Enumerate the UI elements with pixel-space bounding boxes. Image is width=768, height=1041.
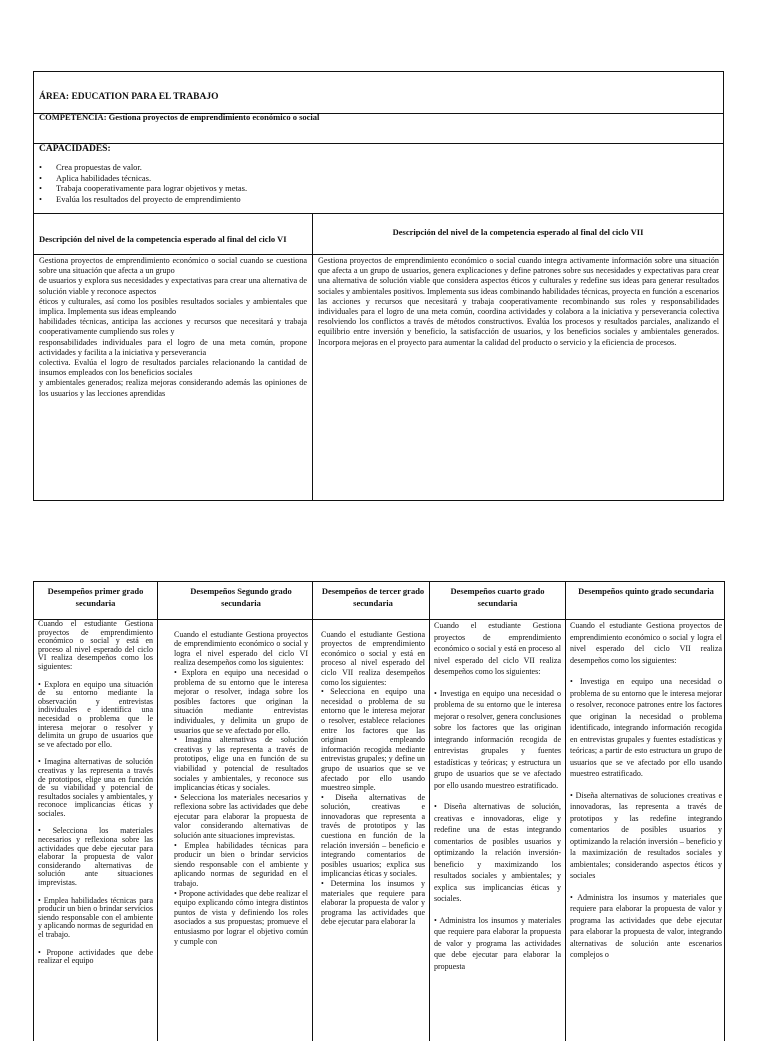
grade-1-paragraph: • Imagina alternativas de solución creativas y las representa a través de prototipos, elige una en función de su viabilidad y potencial de resultados sociales y ambientales, y reconoce implicancias éticas y sociales. bbox=[38, 757, 153, 818]
grade-5-paragraph: • Administra los insumos y materiales que requiere para elaborar la propuesta de valor y programa las actividades que debe ejecutar para elaborar la propuesta de valor, integrando alternativas de solución ante escenarios complejos o bbox=[570, 892, 722, 959]
area-title: ÁREA: EDUCATION PARA EL TRABAJO bbox=[39, 92, 219, 102]
ciclo-vi-header: Descripción del nivel de la competencia esperado al final del ciclo VI bbox=[39, 234, 287, 244]
grade-1-body bbox=[38, 620, 153, 975]
column-divider bbox=[157, 582, 158, 1041]
grade-5-paragraph: Cuando el estudiante Gestiona proyectos de emprendimiento económico o social y logra el nivel esperado del ciclo VII realiza desempeños como los siguientes: bbox=[570, 621, 722, 665]
grade-3-column bbox=[317, 582, 429, 1041]
grade-3-header: Desempeños de tercer grado secundaria bbox=[321, 586, 425, 608]
grade-1-paragraph: • Propone actividades que debe realizar el equipo bbox=[38, 947, 153, 966]
capacidad-item: • Trabaja cooperativamente para lograr objetivos y metas. bbox=[39, 183, 247, 194]
ciclo-vii-header: Descripción del nivel de la competencia esperado al final del ciclo VII bbox=[392, 227, 644, 237]
capacidades-list bbox=[39, 162, 247, 204]
competencia-title: COMPETENCIA: Gestiona proyectos de emprendimiento económico o social bbox=[39, 112, 320, 122]
grade-4-paragraph: Cuando el estudiante Gestiona proyectos de emprendimiento económico o social y está en proceso al nivel esperado del ciclo VII realiza desempeños como los siguientes: bbox=[434, 621, 561, 676]
grade-1-header: Desempeños primer grado secundaria bbox=[47, 586, 144, 608]
grade-2-column bbox=[170, 582, 312, 1041]
grade-4-column bbox=[430, 582, 565, 1041]
grade-5-paragraph: • Investiga en equipo una necesidad o problema de su entorno que le interesa mejorar o resolver, reconoce patrones entre los factores que originan la necesidad o problema identificado, integrando información recogida en entrevistas grupales y fuentes estadísticas y teóricas; a partir de esto estructura un grupo de usuarios que se ve afectado por ello usando muestreo estratificado. bbox=[570, 677, 722, 778]
grade-1-paragraph: • Emplea habilidades técnicas para producir un bien o brindar servicios siendo responsable con el ambiente y aplicando normas de seguridad en el trabajo. bbox=[38, 895, 153, 939]
grade-4-header: Desempeños cuarto grado secundaria bbox=[450, 586, 545, 608]
competencia-row bbox=[34, 114, 723, 144]
capacidades-title: CAPACIDADES: bbox=[39, 144, 111, 154]
grade-5-paragraph: • Diseña alternativas de soluciones creativas e innovadoras, las representa a través de prototipos y las redefine integrando comentarios de posibles usuarios y optimizando la relación inversión – beneficio y la maximización de resultados sociales y ambientales; considerando aspectos éticos y sociales bbox=[570, 790, 722, 880]
grade-1-paragraph: • Explora en equipo una situación de su entorno mediante la observación y entrevistas individuales e identifica una necesidad o problema que le interesa mejorar o resolver y delimita un grupo de usuarios que se ve afectado por ello. bbox=[38, 679, 153, 749]
grade-5-body bbox=[570, 620, 722, 971]
ciclo-vii-description: Gestiona proyectos de emprendimiento económico o social cuando integra activamente información sobre una situación que afecta a un grupo de usuarios, genera explicaciones y define patrones sobre sus necesidades y expectativas para crear una alternativa de solución viable que considera aspectos éticos y culturales y redefine sus ideas para generar resultados sociales y ambientales positivos. Implementa sus ideas combinando habilidades técnicas, proyecta en función a escenarios las acciones y recursos que necesitará y trabaja cooperativamente recombinando sus roles y responsabilidades individuales para el logro de una meta común, coordina actividades y colabora a la iniciativa y perseverancia colectiva resolviendo los conflictos a través de métodos constructivos. Evalúa los procesos y resultados parciales, analizando el equilibrio entre inversión y beneficio, la satisfacción de usuarios, y los beneficios sociales y ambientales generados. Incorpora mejoras en el proyecto para aumentar la calidad del producto o servicio y la eficiencia de procesos. bbox=[318, 256, 719, 347]
capacidad-item: • Aplica habilidades técnicas. bbox=[39, 173, 247, 184]
grade-4-paragraph: • Investiga en equipo una necesidad o problema de su entorno que le interesa mejorar o resolver, genera conclusiones sobre los factores que las originan integrando información recogida de entrevistas grupales y fuentes estadísticas y teóricas; y estructura un grupo de usuarios que se ve afectado por ello usando muestreo estratificado. bbox=[434, 688, 561, 790]
grade-4-body bbox=[434, 620, 561, 982]
capacidad-item: • Crea propuestas de valor. bbox=[39, 162, 247, 173]
grade-1-column bbox=[34, 582, 157, 1041]
grade-1-paragraph: Cuando el estudiante Gestiona proyectos de emprendimiento económico o social y está en proceso al nivel esperado del ciclo VI realiza desempeños como los siguientes: bbox=[38, 619, 153, 671]
area-row bbox=[34, 72, 723, 114]
grade-4-paragraph: • Diseña alternativas de solución, creativas e innovadoras, elige y redefine una de estas integrando comentarios de posibles usuarios y optimizando la relación inversión- beneficio y maximizando los resultados sociales y ambientales; y explica sus implicancias éticas y sociales. bbox=[434, 802, 561, 903]
capacidad-item: • Evalúa los resultados del proyecto de emprendimiento bbox=[39, 194, 247, 205]
grade-3-body bbox=[321, 620, 425, 946]
capacidades-row bbox=[34, 144, 723, 214]
grade-1-paragraph: • Selecciona los materiales necesarios y reflexiona sobre las actividades que debe ejecutar para elaborar la propuesta de valor considerando alternativas de solución ante situaciones imprevistas. bbox=[38, 826, 153, 888]
grade-2-paragraph: Cuando el estudiante Gestiona proyectos de emprendimiento económico o social y logra el nivel esperado del ciclo VI realiza desempeños como los siguientes: • Explora en equipo una necesidad o problema de su entorno que le interesa mejorar o resolver, indaga sobre los posibles factores que originan la situación mediante entrevistas individuales, y delimita un grupo de usuarios que se ve afectado por ello. • Imagina alternativas de solución creativas y las representa a través de prototipos, elige una en función de su viabilidad y potencial de resultados sociales y ambientales, y reconoce sus implicancias éticas y sociales. • Selecciona los materiales necesarios y reflexiona sobre las actividades que debe ejecutar para elaborar la propuesta de valor considerando alternativas de solución ante situaciones imprevistas. • Emplea habilidades técnicas para producir un bien o brindar servicios siendo responsable con el ambiente y aplicando normas de seguridad en el trabajo. • Propone actividades que debe realizar el equipo explicando cómo integra distintos puntos de vista y definiendo los roles asociados a sus propuestas; promueve el entusiasmo por lograr el objetivo común y cumple con bbox=[174, 629, 308, 946]
grade-4-paragraph: • Administra los insumos y materiales que requiere para elaborar la propuesta de valor y programa las actividades que debe ejecutar para elaborar la propuesta bbox=[434, 915, 561, 971]
column-divider bbox=[312, 255, 313, 501]
grade-2-body bbox=[174, 620, 308, 965]
description-header-row bbox=[34, 214, 723, 255]
column-divider bbox=[312, 214, 313, 254]
grade-5-header: Desempeños quinto grado secundaria bbox=[578, 586, 714, 596]
description-body-row bbox=[34, 255, 723, 501]
column-divider bbox=[312, 582, 313, 1041]
grade-5-column bbox=[566, 582, 726, 1041]
grade-2-header: Desempeños Segundo grado secundaria bbox=[190, 586, 292, 608]
grade-3-paragraph: Cuando el estudiante Gestiona proyectos de emprendimiento económico o social y está en proceso al nivel esperado del ciclo VII realiza desempeños como los siguientes: • Selecciona en equipo una necesidad o problema de su entorno que le interesa mejorar o resolver, establece relaciones entre los factores que las originan empleando información recogida mediante entrevistas grupales; y define un grupo de usuarios que se ve afectado por ello usando muestreo simple. • Diseña alternativas de solución, creativas e innovadoras que representa a través de prototipos y las cuestiona en función de la relación inversión – beneficio e integrando comentarios de posibles usuarios; explica sus implicancias éticas y sociales. • Determina los insumos y materiales que requiere para elaborar la propuesta de valor y programa las actividades que debe ejecutar para elaborar la bbox=[321, 629, 425, 927]
ciclo-vi-description: Gestiona proyectos de emprendimiento económico o social cuando se cuestiona sobre una situación que afecta a un grupo de usuarios y explora sus necesidades y expectativas para crear una alternativa de solución viable y reconoce aspectos éticos y culturales, así como los posibles resultados sociales y ambientales que implica. Implementa sus ideas empleando habilidades técnicas, anticipa las acciones y recursos que necesitará y trabaja cooperativamente cumpliendo sus roles y responsabilidades individuales para el logro de una meta común, propone actividades y facilita a la iniciativa y perseverancia colectiva. Evalúa el logro de resultados parciales relacionando la cantidad de insumos empleados con los beneficios sociales y ambientales generados; realiza mejoras considerando además las opiniones de los usuarios y las lecciones aprendidas bbox=[39, 256, 307, 398]
desempenos-table bbox=[33, 581, 725, 1041]
competency-table bbox=[33, 71, 724, 501]
